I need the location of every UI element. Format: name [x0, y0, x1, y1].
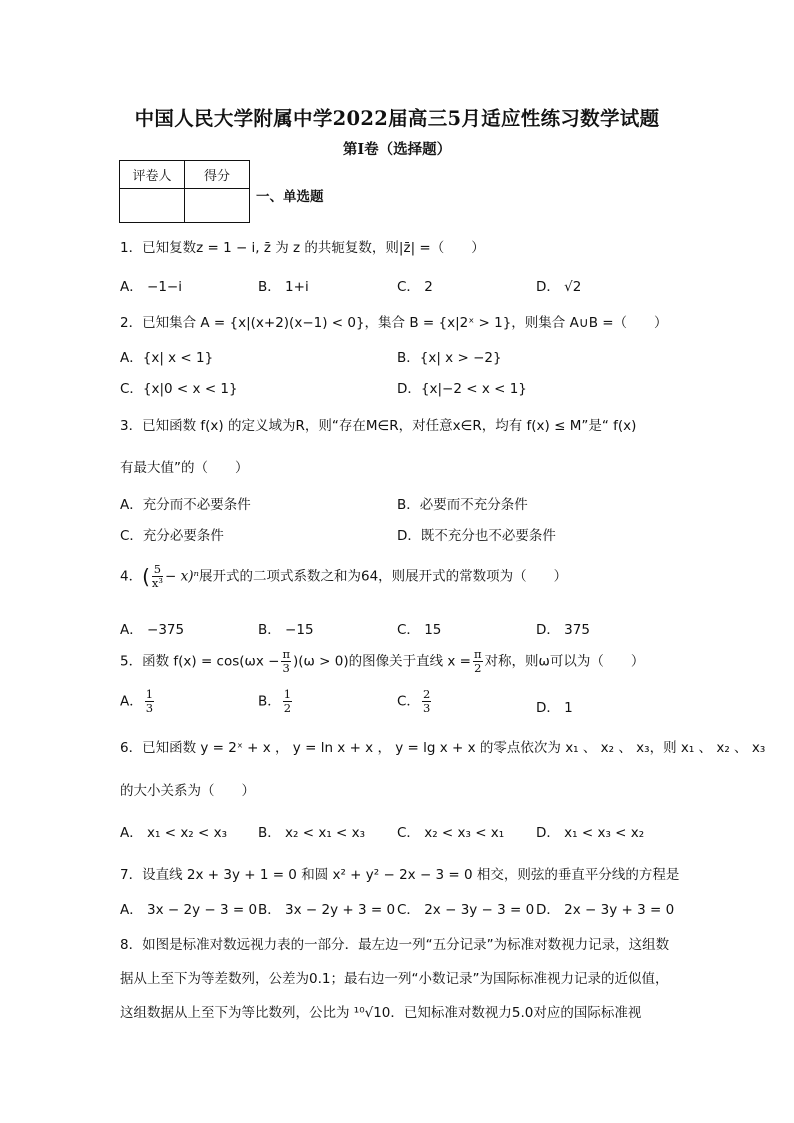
question-6-stem: 6．已知函数 y = 2ˣ + x ， y = ln x + x ， y = lg x + x 的零点依次为 x₁ 、 x₂ 、 x₃，则 x₁ 、 x₂ 、 x₃ [120, 740, 766, 756]
question-7-stem: 7．设直线 2x + 3y + 1 = 0 和圆 x² + y² − 2x − 3 = 0 相交，则弦的垂直平分线的方程是 [120, 867, 680, 883]
q4-option-a[interactable]: A． −375 [120, 622, 185, 638]
q4-option-b[interactable]: B． −15 [258, 622, 314, 638]
q3-option-b[interactable]: B．必要而不充分条件 [397, 497, 528, 513]
question-2-stem: 2．已知集合 A = {x|(x+2)(x−1) < 0}，集合 B = {x|2ˣ > 1}，则集合 A∪B =（ ） [120, 315, 668, 331]
q2-option-d[interactable]: D．{x|−2 < x < 1} [397, 381, 527, 397]
score-table [119, 160, 250, 223]
question-8-text: 8．如图是标准对数远视力表的一部分．最左边一列“五分记录”为标准对数视力记录，这组数据从上至下为等差数列，公差为0.1；最右边一列“小数记录”为国际标准视力记录的近似值，这组数据从上至下为等比数列，公比为 ¹⁰√10．已知标准对数视力5.0对应的国际标准视 [120, 937, 670, 1021]
q5-pi-over-3: $\frac{\pi}{3}$ [282, 647, 290, 675]
q4-fraction: $\frac{5}{\text{x³}}$ [151, 562, 164, 590]
q7-option-d[interactable]: D． 2x − 3y + 3 = 0 [536, 902, 675, 918]
q1-option-a[interactable]: A． −1−i [120, 279, 182, 295]
q2-option-a[interactable]: A．{x| x < 1} [120, 350, 214, 366]
q7-option-b[interactable]: B． 3x − 2y + 3 = 0 [258, 902, 396, 918]
q7-option-c[interactable]: C． 2x − 3y − 3 = 0 [397, 902, 535, 918]
q3-option-a[interactable]: A．充分而不必要条件 [120, 497, 251, 513]
q1-option-c[interactable]: C． 2 [397, 279, 433, 295]
exam-subtitle: 第Ⅰ卷（选择题） [342, 141, 452, 158]
exam-title: 中国人民大学附属中学2022届高三5月适应性练习数学试题 [134, 107, 660, 130]
q5-option-d[interactable]: D． 1 [536, 700, 573, 716]
question-1-stem: 1．已知复数z = 1 − i, z̄ 为 z 的共轭复数，则|z̄| =（ ） [120, 240, 485, 256]
q5-pi-over-2: $\frac{\pi}{2}$ [473, 647, 482, 675]
reviewer-cell[interactable] [120, 189, 185, 223]
question-5-stem: 5．函数 f(x) = cos(ωx − $\frac{\pi}{3}$ )(ω > 0)的图像关于直线 x = $\frac{\pi}{2}$ 对称，则ω可以为（ ） [120, 647, 645, 675]
q6-option-d[interactable]: D． x₁ < x₃ < x₂ [536, 825, 645, 841]
q6-option-b[interactable]: B． x₂ < x₁ < x₃ [258, 825, 366, 841]
q3-option-c[interactable]: C．充分必要条件 [120, 528, 224, 544]
q6-option-a[interactable]: A． x₁ < x₂ < x₃ [120, 825, 228, 841]
q1-option-b[interactable]: B． 1+i [258, 279, 309, 295]
score-cell[interactable] [185, 189, 250, 223]
question-3-stem-cont: 有最大值”的（ ） [120, 460, 249, 476]
q4-stem-text: 展开式的二项式系数之和为64，则展开式的常数项为（ ） [198, 568, 568, 585]
question-6-stem-cont: 的大小关系为（ ） [120, 783, 255, 799]
q4-number: 4． [120, 568, 143, 585]
question-3-stem: 3．已知函数 f(x) 的定义域为R，则“存在M∈R，对任意x∈R，均有 f(x) ≤ M”是“ f(x) [120, 418, 637, 434]
score-header: 得分 [185, 161, 250, 189]
reviewer-header: 评卷人 [120, 161, 185, 189]
q3-option-d[interactable]: D．既不充分也不必要条件 [397, 528, 556, 544]
q4-binomial: − x)ⁿ [165, 568, 199, 585]
q5-option-c[interactable]: C． $\frac{2}{3}$ [397, 687, 431, 715]
q5-option-a[interactable]: A． $\frac{1}{3}$ [120, 687, 154, 715]
question-4-stem: 4．( $\frac{5}{\text{x³}}$ − x)ⁿ展开式的二项式系数之和为64，则展开式的常数项为（ ） [120, 562, 568, 590]
q2-option-c[interactable]: C．{x|0 < x < 1} [120, 381, 238, 397]
q4-option-c[interactable]: C． 15 [397, 622, 442, 638]
q7-option-a[interactable]: A． 3x − 2y − 3 = 0 [120, 902, 258, 918]
q1-option-d[interactable]: D． √2 [536, 279, 582, 295]
q2-option-b[interactable]: B．{x| x > −2} [397, 350, 502, 366]
section-heading: 一、单选题 [256, 189, 324, 205]
q6-option-c[interactable]: C． x₂ < x₃ < x₁ [397, 825, 505, 841]
q5-option-b[interactable]: B． $\frac{1}{2}$ [258, 687, 292, 715]
q4-option-d[interactable]: D． 375 [536, 622, 590, 638]
